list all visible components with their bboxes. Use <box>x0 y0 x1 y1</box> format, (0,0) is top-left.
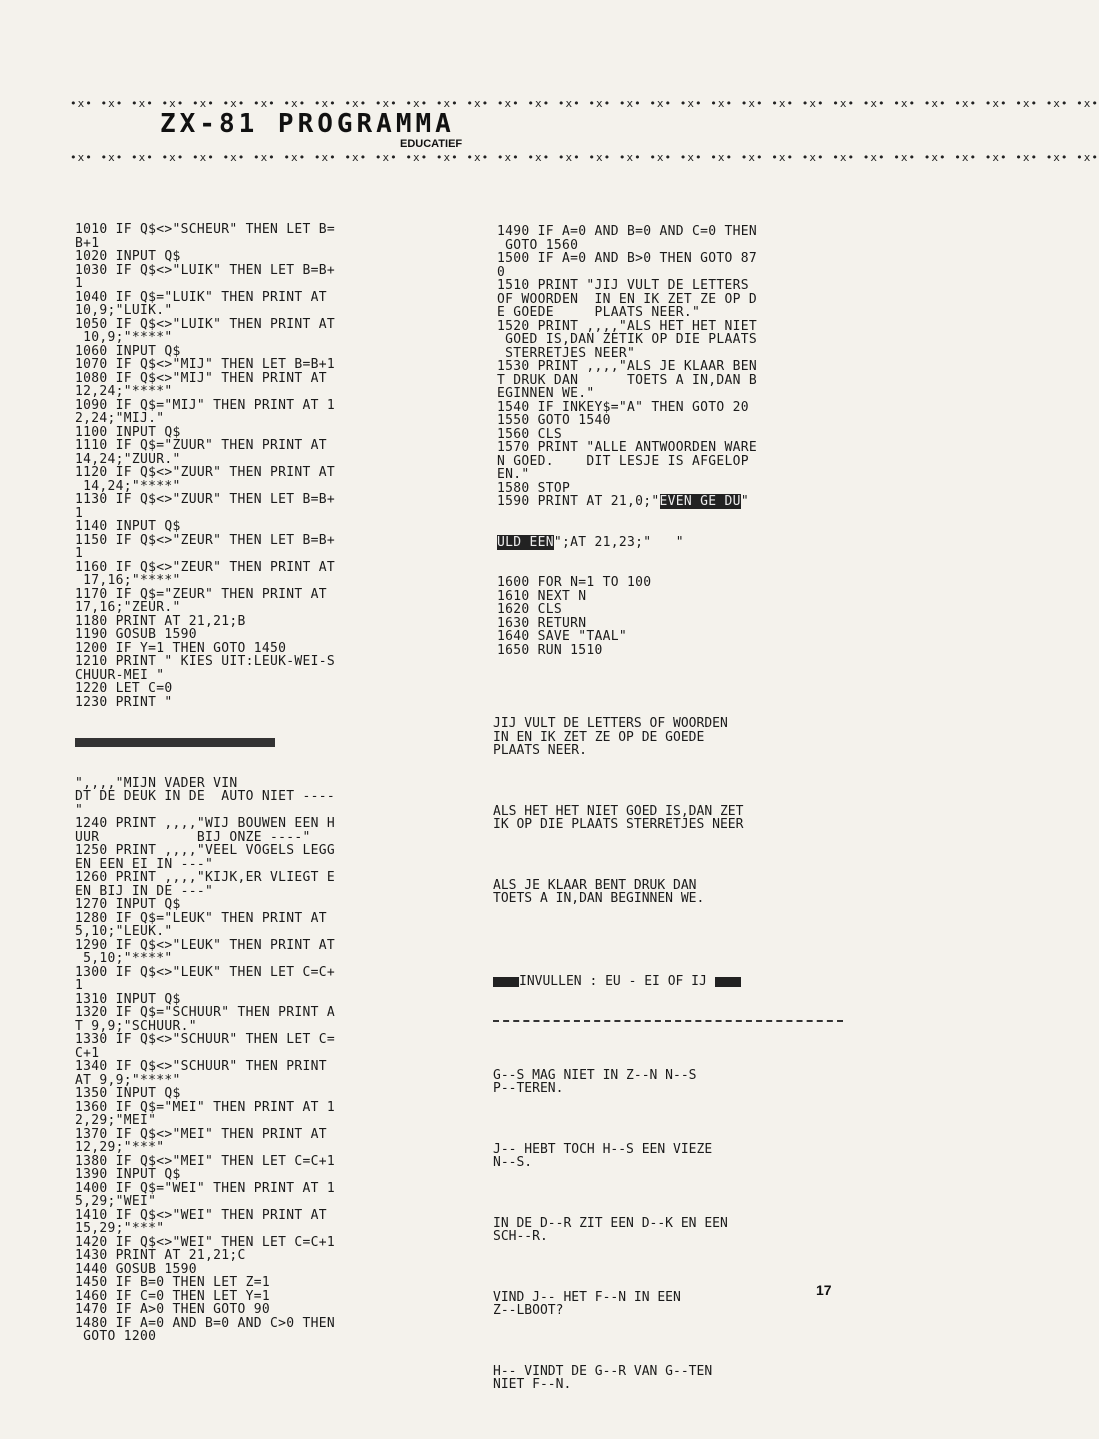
listing-line: 1310 INPUT Q$ <box>75 991 181 1007</box>
listing-line: 1570 PRINT "ALLE ANTWOORDEN WARE <box>497 440 758 455</box>
listing-line: 1170 IF Q$="ZEUR" THEN PRINT AT <box>75 586 327 602</box>
listing-line: 1180 PRINT AT 21,21;B <box>75 613 246 629</box>
listing-line: 1040 IF Q$="LUIK" THEN PRINT AT <box>75 289 327 305</box>
listing-line: 1370 IF Q$<>"MEI" THEN PRINT AT <box>75 1126 327 1142</box>
listing-line: 2,24;"MIJ." <box>75 411 165 426</box>
listing-line: 1550 GOTO 1540 <box>497 413 611 428</box>
listing-line: 1530 PRINT ,,,,"ALS JE KLAAR BEN <box>497 359 758 374</box>
listing-line: 0 <box>497 264 506 280</box>
listing-line: 1080 IF Q$<>"MIJ" THEN PRINT AT <box>75 370 327 386</box>
listing-line: 1640 SAVE "TAAL" <box>497 629 628 644</box>
listing-line: 1120 IF Q$<>"ZUUR" THEN PRINT AT <box>75 465 336 480</box>
listing-line: B+1 <box>75 235 100 251</box>
listing-line: GOTO 1560 <box>497 237 579 253</box>
listing-line: 1100 INPUT Q$ <box>75 424 181 440</box>
listing-line: 1330 IF Q$<>"SCHUUR" THEN LET C= <box>75 1032 336 1047</box>
listing-line: 1420 IF Q$<>"WEI" THEN LET C=C+1 <box>75 1234 336 1250</box>
listing-line: 1470 IF A>0 THEN GOTO 90 <box>75 1302 271 1317</box>
listing-line: 1650 RUN 1510 <box>497 642 603 658</box>
listing-line: 1410 IF Q$<>"WEI" THEN PRINT AT <box>75 1207 327 1223</box>
exercise-item: VIND J-- HET F--N IN EEN Z--LBOOT? <box>493 1289 681 1318</box>
listing-line: ",,,,"MIJN VADER VIN <box>75 775 238 791</box>
listing-line: 1450 IF B=0 THEN LET Z=1 <box>75 1275 271 1290</box>
listing-line: 1250 PRINT ,,,,"VEEL VOGELS LEGG <box>75 843 336 858</box>
inverse-text: ULD EEN <box>497 534 554 550</box>
listing-line: 1010 IF Q$<>"SCHEUR" THEN LET B= <box>75 222 336 237</box>
listing-line: EN EEN EI IN ---" <box>75 856 214 872</box>
listing-line: E GOEDE PLAATS NEER." <box>497 305 701 320</box>
listing-line: 17,16;"ZEUR." <box>75 600 181 615</box>
listing-line: 1560 CLS <box>497 426 563 442</box>
listing-line: STERRETJES NEER" <box>497 345 636 361</box>
listing-line: GOED IS,DAN ZETIK OP DIE PLAATS <box>497 332 758 347</box>
listing-line: 1050 IF Q$<>"LUIK" THEN PRINT AT <box>75 316 336 332</box>
listing-line: 1220 LET C=0 <box>75 681 173 696</box>
screen-line: JIJ VULT DE LETTERS OF WOORDEN IN EN IK ZET ZE OP DE GOEDE PLAATS NEER. <box>493 716 728 758</box>
listing-line-tail: " <box>740 494 749 509</box>
listing-line: 1490 IF A=0 AND B=0 AND C=0 THEN <box>497 224 758 239</box>
listing-line: 1270 INPUT Q$ <box>75 897 181 912</box>
listing-line: CHUUR-MEI " <box>75 667 165 683</box>
listing-line: 1280 IF Q$="LEUK" THEN PRINT AT <box>75 910 327 926</box>
block-marker <box>715 977 741 987</box>
right-listing-part-2 <box>497 576 857 657</box>
listing-line: 1350 INPUT Q$ <box>75 1086 181 1101</box>
listing-line: 1580 STOP <box>497 480 571 496</box>
listing-line: 1160 IF Q$<>"ZEUR" THEN PRINT AT <box>75 559 336 575</box>
right-listing-part-1 <box>497 225 857 509</box>
listing-line: 5,10;"****" <box>75 951 173 966</box>
listing-line: 1500 IF A=0 AND B>0 THEN GOTO 87 <box>497 251 758 266</box>
listing-line: 1 <box>75 978 84 993</box>
listing-line: 1390 INPUT Q$ <box>75 1167 181 1182</box>
listing-line: 14,24;"****" <box>75 478 181 494</box>
listing-line: 1110 IF Q$="ZUUR" THEN PRINT AT <box>75 438 327 453</box>
listing-line: 1190 GOSUB 1590 <box>75 627 197 642</box>
listing-line: OF WOORDEN IN EN IK ZET ZE OP D <box>497 291 758 307</box>
listing-line: EN." <box>497 467 530 482</box>
left-listing-part-1 <box>75 223 435 709</box>
listing-line: 1020 INPUT Q$ <box>75 249 181 264</box>
listing-line: 1130 IF Q$<>"ZUUR" THEN LET B=B+ <box>75 492 336 507</box>
listing-line: 1260 PRINT ,,,,"KIJK,ER VLIEGT E <box>75 870 336 885</box>
exercise-item: IN DE D--R ZIT EEN D--K EN EEN SCH--R. <box>493 1215 728 1244</box>
listing-line: T 9,9;"SCHUUR." <box>75 1018 197 1034</box>
screen-line: ALS HET HET NIET GOED IS,DAN ZET IK OP DIE PLAATS STERRETJES NEER <box>493 803 744 832</box>
exercise-item: J-- HEBT TOCH H--S EEN VIEZE N--S. <box>493 1141 713 1170</box>
listing-line: 1460 IF C=0 THEN LET Y=1 <box>75 1288 271 1304</box>
listing-line: 1440 GOSUB 1590 <box>75 1261 197 1277</box>
listing-line: GOTO 1200 <box>75 1329 157 1344</box>
listing-line: 1060 INPUT Q$ <box>75 343 181 359</box>
listing-line: 2,29;"MEI" <box>75 1113 157 1128</box>
listing-line: 1380 IF Q$<>"MEI" THEN LET C=C+1 <box>75 1153 336 1169</box>
listing-line: 17,16;"****" <box>75 573 181 588</box>
page-number: 17 <box>816 1282 832 1298</box>
page-subtitle: EDUCATIEF <box>400 138 463 150</box>
listing-line: 1070 IF Q$<>"MIJ" THEN LET B=B+1 <box>75 357 336 372</box>
listing-line: 15,29;"***" <box>75 1221 165 1236</box>
header-border-bottom: •x• •x• •x• •x• •x• •x• •x• •x• •x• •x• •x• •x• •x• •x• •x• •x• •x• •x• •x• •x• •x• •x• •x• •x• •x• •x• •x• •x• •x• •x• •x• •x• •x• •x• <box>70 151 1099 164</box>
page-title: ZX-81 PROGRAMMA <box>160 109 455 139</box>
listing-line: 1430 PRINT AT 21,21;C <box>75 1248 246 1263</box>
listing-line: 1590 PRINT AT 21,0;"EVEN GE DU" <box>497 494 749 509</box>
listing-line: 12,24;"****" <box>75 384 173 399</box>
listing-line: 5,29;"WEI" <box>75 1194 157 1209</box>
listing-line: 1290 IF Q$<>"LEUK" THEN PRINT AT <box>75 937 336 953</box>
listing-line: N GOED. DIT LESJE IS AFGELOP <box>497 453 749 469</box>
listing-line: 1480 IF A=0 AND B=0 AND C>0 THEN <box>75 1315 336 1331</box>
listing-line: 10,9;"LUIK." <box>75 303 173 318</box>
listing-line: 10,9;"****" <box>75 330 173 345</box>
listing-line: 1510 PRINT "JIJ VULT DE LETTERS <box>497 278 749 293</box>
listing-line: C+1 <box>75 1045 100 1061</box>
listing-line: 14,24;"ZUUR." <box>75 451 181 467</box>
listing-line: 1150 IF Q$<>"ZEUR" THEN LET B=B+ <box>75 532 336 548</box>
left-listing-part-2 <box>75 777 435 1344</box>
exercise-heading: INVULLEN : EU - EI OF IJ <box>493 975 853 989</box>
decorative-band <box>75 736 435 750</box>
listing-line: 1320 IF Q$="SCHUUR" THEN PRINT A <box>75 1005 336 1020</box>
listing-line: 1 <box>75 505 84 521</box>
listing-line: 1240 PRINT ,,,,"WIJ BOUWEN EEN H <box>75 816 336 831</box>
block-marker <box>493 977 519 987</box>
listing-line: 1630 RETURN <box>497 615 587 631</box>
listing-line: 1030 IF Q$<>"LUIK" THEN LET B=B+ <box>75 262 336 278</box>
listing-line: 1340 IF Q$<>"SCHUUR" THEN PRINT <box>75 1059 327 1074</box>
listing-line: 1200 IF Y=1 THEN GOTO 1450 <box>75 640 287 656</box>
listing-line-1590-cont: ULD EEN";AT 21,23;" " <box>497 534 684 550</box>
listing-line: EN BIJ IN DE ---" <box>75 883 214 899</box>
listing-line: AT 9,9;"****" <box>75 1072 181 1088</box>
exercise-rule <box>493 1020 843 1022</box>
listing-line: 1400 IF Q$="WEI" THEN PRINT AT 1 <box>75 1180 336 1196</box>
header-border-top: •x• •x• •x• •x• •x• •x• •x• •x• •x• •x• •x• •x• •x• •x• •x• •x• •x• •x• •x• •x• •x• •x• •x• •x• •x• •x• •x• •x• •x• •x• •x• •x• •x• •x• <box>70 97 1099 110</box>
exercise-item: H-- VINDT DE G--R VAN G--TEN NIET F--N. <box>493 1363 713 1392</box>
listing-line: T DRUK DAN TOETS A IN,DAN B <box>497 372 758 388</box>
listing-line: 1090 IF Q$="MIJ" THEN PRINT AT 1 <box>75 397 336 413</box>
listing-line: 1 <box>75 546 84 561</box>
listing-line: UUR BIJ ONZE ----" <box>75 829 311 845</box>
listing-line: DT DE DEUK IN DE AUTO NIET ---- <box>75 789 336 804</box>
screen-output <box>493 690 853 953</box>
exercise-section <box>493 948 853 1439</box>
listing-line: 1610 NEXT N <box>497 588 587 604</box>
listing-line: 1540 IF INKEY$="A" THEN GOTO 20 <box>497 399 749 415</box>
listing-line: 1520 PRINT ,,,,"ALS HET HET NIET <box>497 318 758 334</box>
exercise-item: G--S MAG NIET IN Z--N N--S P--TEREN. <box>493 1067 697 1096</box>
listing-line: 1600 FOR N=1 TO 100 <box>497 575 652 590</box>
listing-line: 1360 IF Q$="MEI" THEN PRINT AT 1 <box>75 1099 336 1115</box>
listing-line: 1300 IF Q$<>"LEUK" THEN LET C=C+ <box>75 964 336 980</box>
listing-line: 1 <box>75 276 84 291</box>
listing-line: 12,29;"***" <box>75 1140 165 1155</box>
listing-line: 1210 PRINT " KIES UIT:LEUK-WEI-S <box>75 654 336 669</box>
listing-line: 1230 PRINT " <box>75 694 173 710</box>
screen-line: ALS JE KLAAR BENT DRUK DAN TOETS A IN,DAN BEGINNEN WE. <box>493 877 705 906</box>
listing-line: 1140 INPUT Q$ <box>75 519 181 534</box>
listing-line: EGINNEN WE." <box>497 386 595 401</box>
listing-line: 5,10;"LEUK." <box>75 924 173 939</box>
left-code-listing <box>75 196 435 1371</box>
inverse-text: EVEN GE DU <box>659 494 741 509</box>
listing-line: " <box>75 802 84 818</box>
listing-line: 1620 CLS <box>497 602 563 617</box>
right-code-listing <box>497 198 857 684</box>
